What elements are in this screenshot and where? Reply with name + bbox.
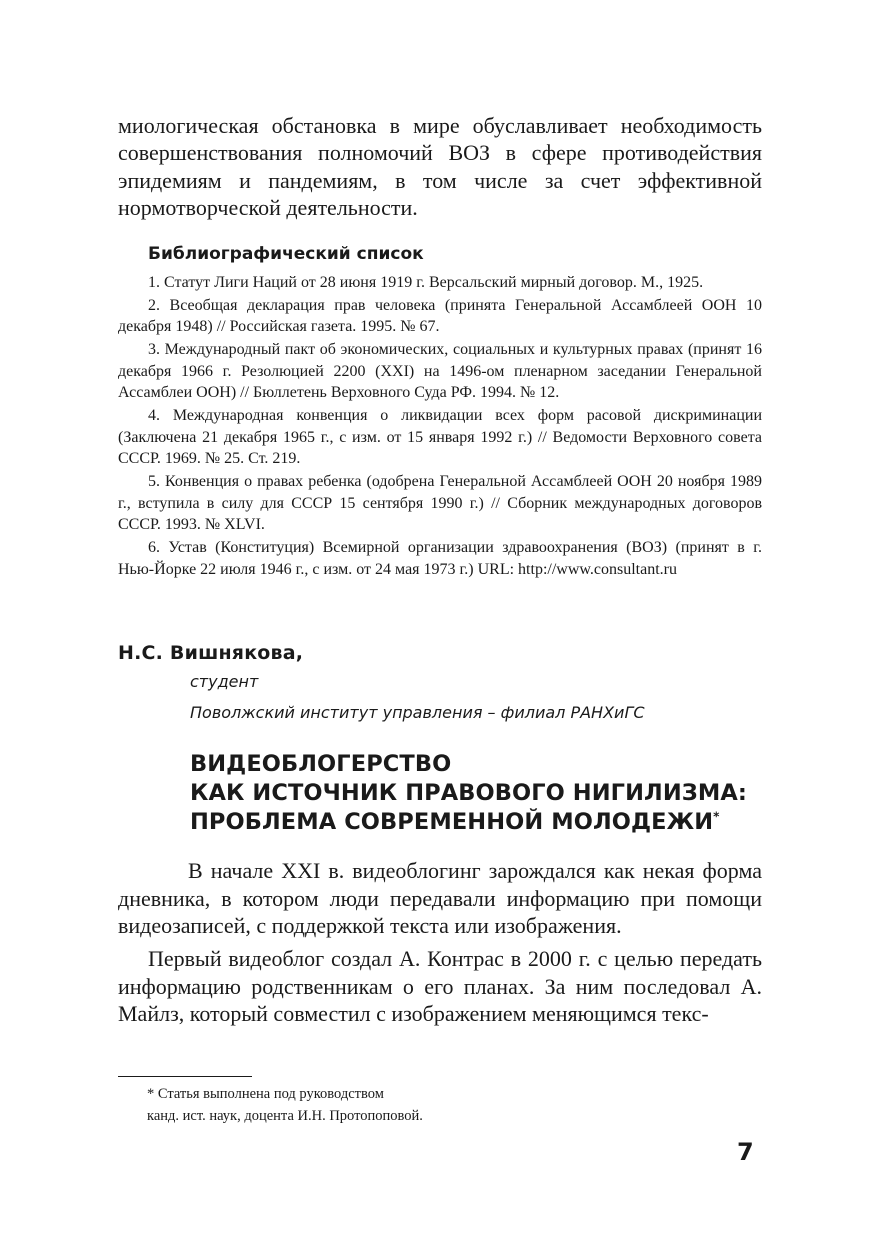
author-position: студент — [190, 672, 259, 692]
article-paragraph: Первый видеоблог создал А. Контрас в 2000 г. с целью передать информацию родственникам о его планах. За ним последовал А. Майлз, который совместил с изображением меняющимся текс- — [118, 946, 762, 1027]
author-name: Н.С. Вишнякова, — [118, 642, 304, 665]
bibliography-list — [118, 272, 762, 581]
bibliography-item: 3. Международный пакт об экономических, социальных и культурных правах (принят 16 декабря 1966 г. Резолюцией 2200 (XXI) на 1496-ом пленарном заседании Генеральной Ассамблеи ООН) // Бюллетень Верховного Суда РФ. 1994. № 12. — [118, 341, 762, 402]
footnote-line: * Статья выполнена под руководством — [147, 1086, 384, 1102]
footnote-divider — [118, 1076, 252, 1077]
bibliography-item: 6. Устав (Конституция) Всемирной организации здравоохранения (ВОЗ) (принят в г. Нью-Йорке 22 июля 1946 г., с изм. от 24 мая 1973 г.) URL: http://www.consultant.ru — [118, 539, 762, 578]
article-title-line: КАК ИСТОЧНИК ПРАВОВОГО НИГИЛИЗМА: — [190, 780, 747, 807]
footnote-line: канд. ист. наук, доцента И.Н. Протопоповой. — [147, 1108, 423, 1124]
bibliography-item: 2. Всеобщая декларация прав человека (принята Генеральной Ассамблеей ООН 10 декабря 1948) // Российская газета. 1995. № 67. — [118, 296, 762, 336]
article-paragraph: В начале XXI в. видеоблогинг зарождался как некая форма дневника, в котором люди передавали информацию при помощи видеозаписей, с поддержкой текста или изображения. — [118, 858, 762, 938]
article-title-line-text: ПРОБЛЕМА СОВРЕМЕННОЙ МОЛОДЕЖИ — [190, 809, 714, 836]
footnote-marker: * — [713, 809, 720, 824]
bibliography-heading: Библиографический список — [148, 243, 424, 264]
page-content — [118, 112, 762, 1028]
article-title-line: ВИДЕОБЛОГЕРСТВО — [190, 751, 452, 778]
bibliography-item: 5. Конвенция о правах ребенка (одобрена Генеральной Ассамблеей ООН 20 ноября 1989 г., вступила в силу для СССР 15 сентября 1990 г.) // Сборник международных договоров СССР. 1993. № XLVI. — [118, 473, 762, 534]
article-title-line — [190, 808, 762, 837]
page-number: 7 — [737, 1138, 754, 1166]
bibliography-item: 4. Международная конвенция о ликвидации всех форм расовой дискриминации (Заключена 21 декабря 1965 г., с изм. от 15 января 1992 г.) // Ведомости Верховного совета СССР. 1969. № 25. Ст. 219. — [118, 407, 762, 468]
continuation-paragraph: миологическая обстановка в мире обуславливает необходимость совершенствования полномочий ВОЗ в сфере противодействия эпидемиям и пандемиям, в том числе за счет эффективной нормотворческой деятельности. — [118, 113, 762, 221]
article-title — [190, 750, 762, 837]
bibliography-item: 1. Статут Лиги Наций от 28 июня 1919 г. Версальский мирный договор. М., 1925. — [148, 273, 704, 291]
author-institution: Поволжский институт управления – филиал РАНХиГС — [190, 703, 645, 723]
